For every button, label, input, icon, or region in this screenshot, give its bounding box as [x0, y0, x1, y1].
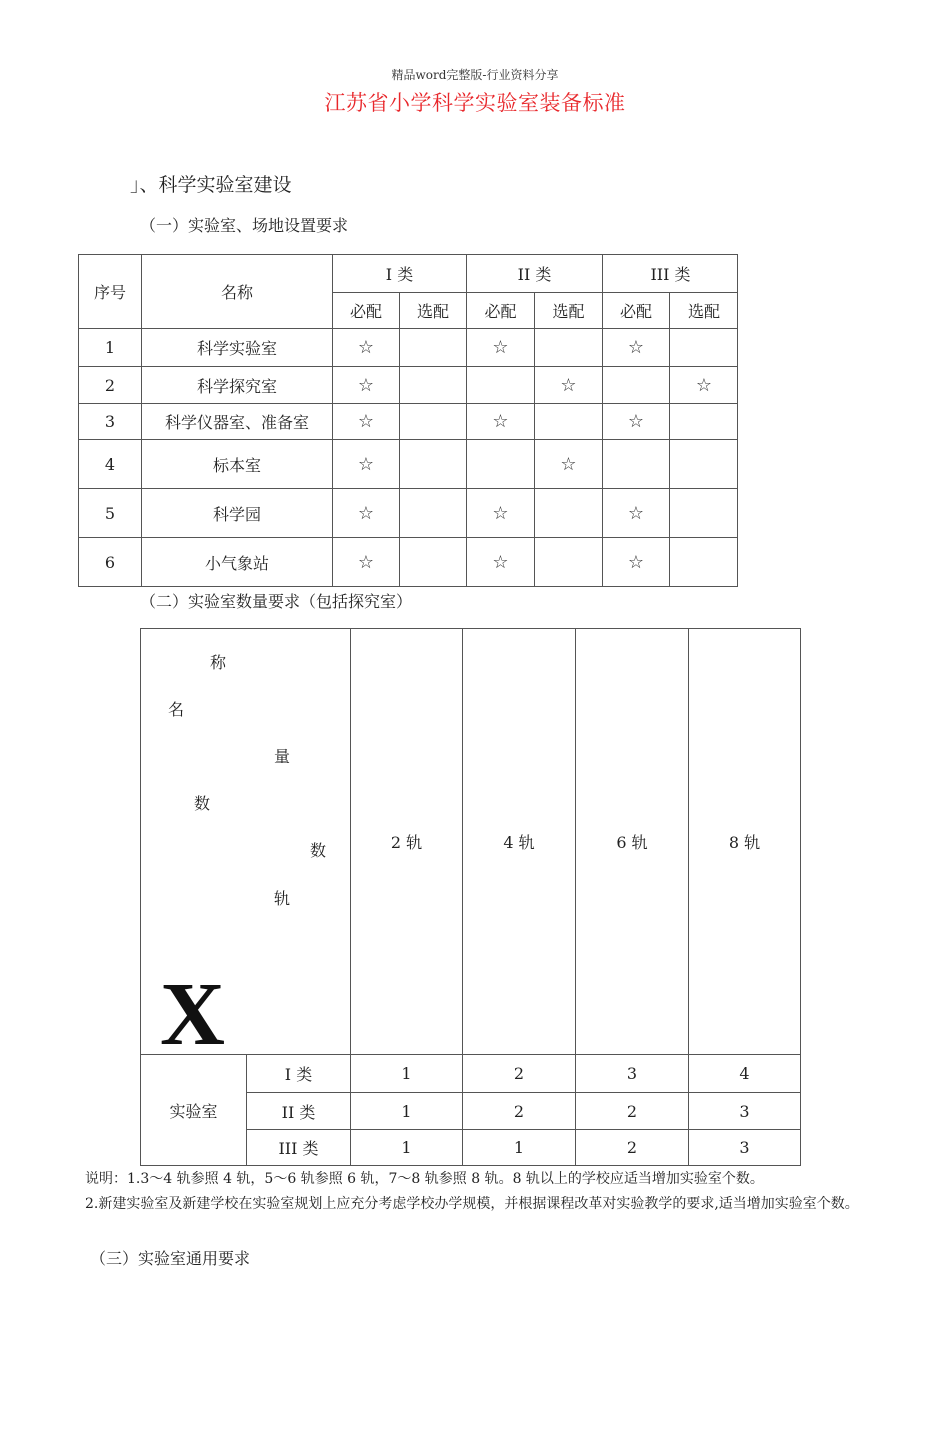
table2-track-header: 8 轨: [728, 833, 761, 852]
table1-header-name: 名称: [220, 283, 253, 302]
note-line-2: 2.新建实验室及新建学校在实验室规划上应充分考虑学校办学规模，并根据课程改革对实验教学的要求,适当增加实验室个数。: [85, 1196, 859, 1212]
subsection-heading-1: （一）实验室、场地设置要求: [140, 216, 349, 235]
star-icon: ☆: [492, 411, 509, 432]
large-x-mark: X: [160, 965, 225, 1064]
table2-cell-value: 3: [739, 1101, 750, 1121]
table2-track-header: 6 轨: [616, 833, 648, 852]
table1-subheader: 必配: [484, 302, 517, 321]
table1-header-seq: 序号: [93, 283, 126, 302]
table2-row-label: I 类: [284, 1065, 313, 1084]
table1-cell-name: 标本室: [212, 455, 261, 475]
star-icon: ☆: [560, 374, 577, 396]
table1-group-1: I 类: [385, 265, 414, 284]
star-icon: ☆: [695, 374, 713, 396]
table2-cell-value: 1: [401, 1064, 412, 1083]
star-icon: ☆: [357, 374, 375, 396]
table1-cell-seq: 2: [104, 375, 116, 395]
diagonal-header-char: 量: [274, 747, 291, 766]
section-heading: 」、科学实验室建设: [130, 174, 292, 196]
star-icon: ☆: [492, 502, 509, 524]
subsection-heading-2: （二）实验室数量要求（包括探究室）: [140, 592, 413, 611]
star-icon: ☆: [357, 453, 375, 475]
table1-cell-seq: 5: [104, 503, 116, 523]
star-icon: ☆: [627, 337, 645, 358]
table2-cell-value: 2: [513, 1064, 525, 1083]
table2-row-label: III 类: [278, 1139, 319, 1158]
star-icon: ☆: [560, 453, 577, 475]
diagonal-header-char: 轨: [274, 889, 291, 908]
table1-cell-name: 科学园: [212, 504, 261, 524]
table1-subheader: 选配: [552, 302, 585, 321]
table1-group-3: III 类: [650, 265, 691, 284]
table2-cell-value: 3: [739, 1138, 750, 1157]
note-line-1: 说明：1.3〜4 轨参照 4 轨，5〜6 轨参照 6 轨，7〜8 轨参照 8 轨。8 轨以上的学校应适当增加实验室个数。: [85, 1171, 764, 1187]
table1-cell-seq: 6: [104, 552, 116, 572]
star-icon: ☆: [357, 337, 375, 358]
table2-track-header: 4 轨: [503, 833, 535, 852]
table1-subheader: 必配: [619, 302, 652, 321]
table2-cell-value: 4: [739, 1064, 750, 1083]
table1-group-2: II 类: [517, 265, 552, 284]
star-icon: ☆: [357, 411, 375, 432]
table2-row-group-label: 实验室: [169, 1101, 218, 1121]
table2-cell-value: 2: [626, 1101, 638, 1121]
star-icon: ☆: [357, 551, 375, 573]
star-icon: ☆: [357, 502, 375, 524]
table1-cell-name: 科学仪器室、准备室: [164, 413, 309, 432]
table1-subheader: 必配: [349, 302, 382, 321]
table1-cell-seq: 3: [104, 412, 116, 431]
table1-cell-name: 科学探究室: [196, 376, 277, 396]
table1-subheader: 选配: [687, 302, 720, 321]
table2-cell-value: 3: [626, 1064, 638, 1083]
table1-cell-name: 科学实验室: [196, 339, 277, 358]
diagonal-header-char: 名: [168, 700, 185, 719]
table2-cell-value: 2: [626, 1138, 638, 1157]
diagonal-header-char: 数: [310, 841, 327, 860]
subsection-heading-3: （三）实验室通用要求: [90, 1249, 251, 1268]
table1-subheader: 选配: [416, 302, 449, 321]
table2-cell-value: 1: [401, 1138, 412, 1157]
document-watermark: 精品word完整版-行业资料分享: [391, 68, 559, 82]
star-icon: ☆: [492, 551, 509, 573]
diagonal-header-char: 称: [210, 653, 227, 672]
document-title: 江苏省小学科学实验室装备标准: [324, 91, 626, 115]
table1-cell-name: 小气象站: [204, 553, 269, 573]
table2-row-label: II 类: [281, 1102, 316, 1122]
star-icon: ☆: [627, 551, 645, 573]
star-icon: ☆: [627, 502, 645, 524]
diagonal-header-char: 数: [194, 794, 211, 813]
table1-cell-seq: 4: [104, 454, 116, 474]
star-icon: ☆: [492, 337, 509, 358]
table1-cell-seq: 1: [104, 338, 116, 357]
table2-cell-value: 1: [401, 1101, 412, 1121]
star-icon: ☆: [627, 411, 645, 432]
table2-cell-value: 1: [513, 1138, 525, 1157]
table2-track-header: 2 轨: [390, 833, 423, 852]
table2-cell-value: 2: [513, 1101, 525, 1121]
